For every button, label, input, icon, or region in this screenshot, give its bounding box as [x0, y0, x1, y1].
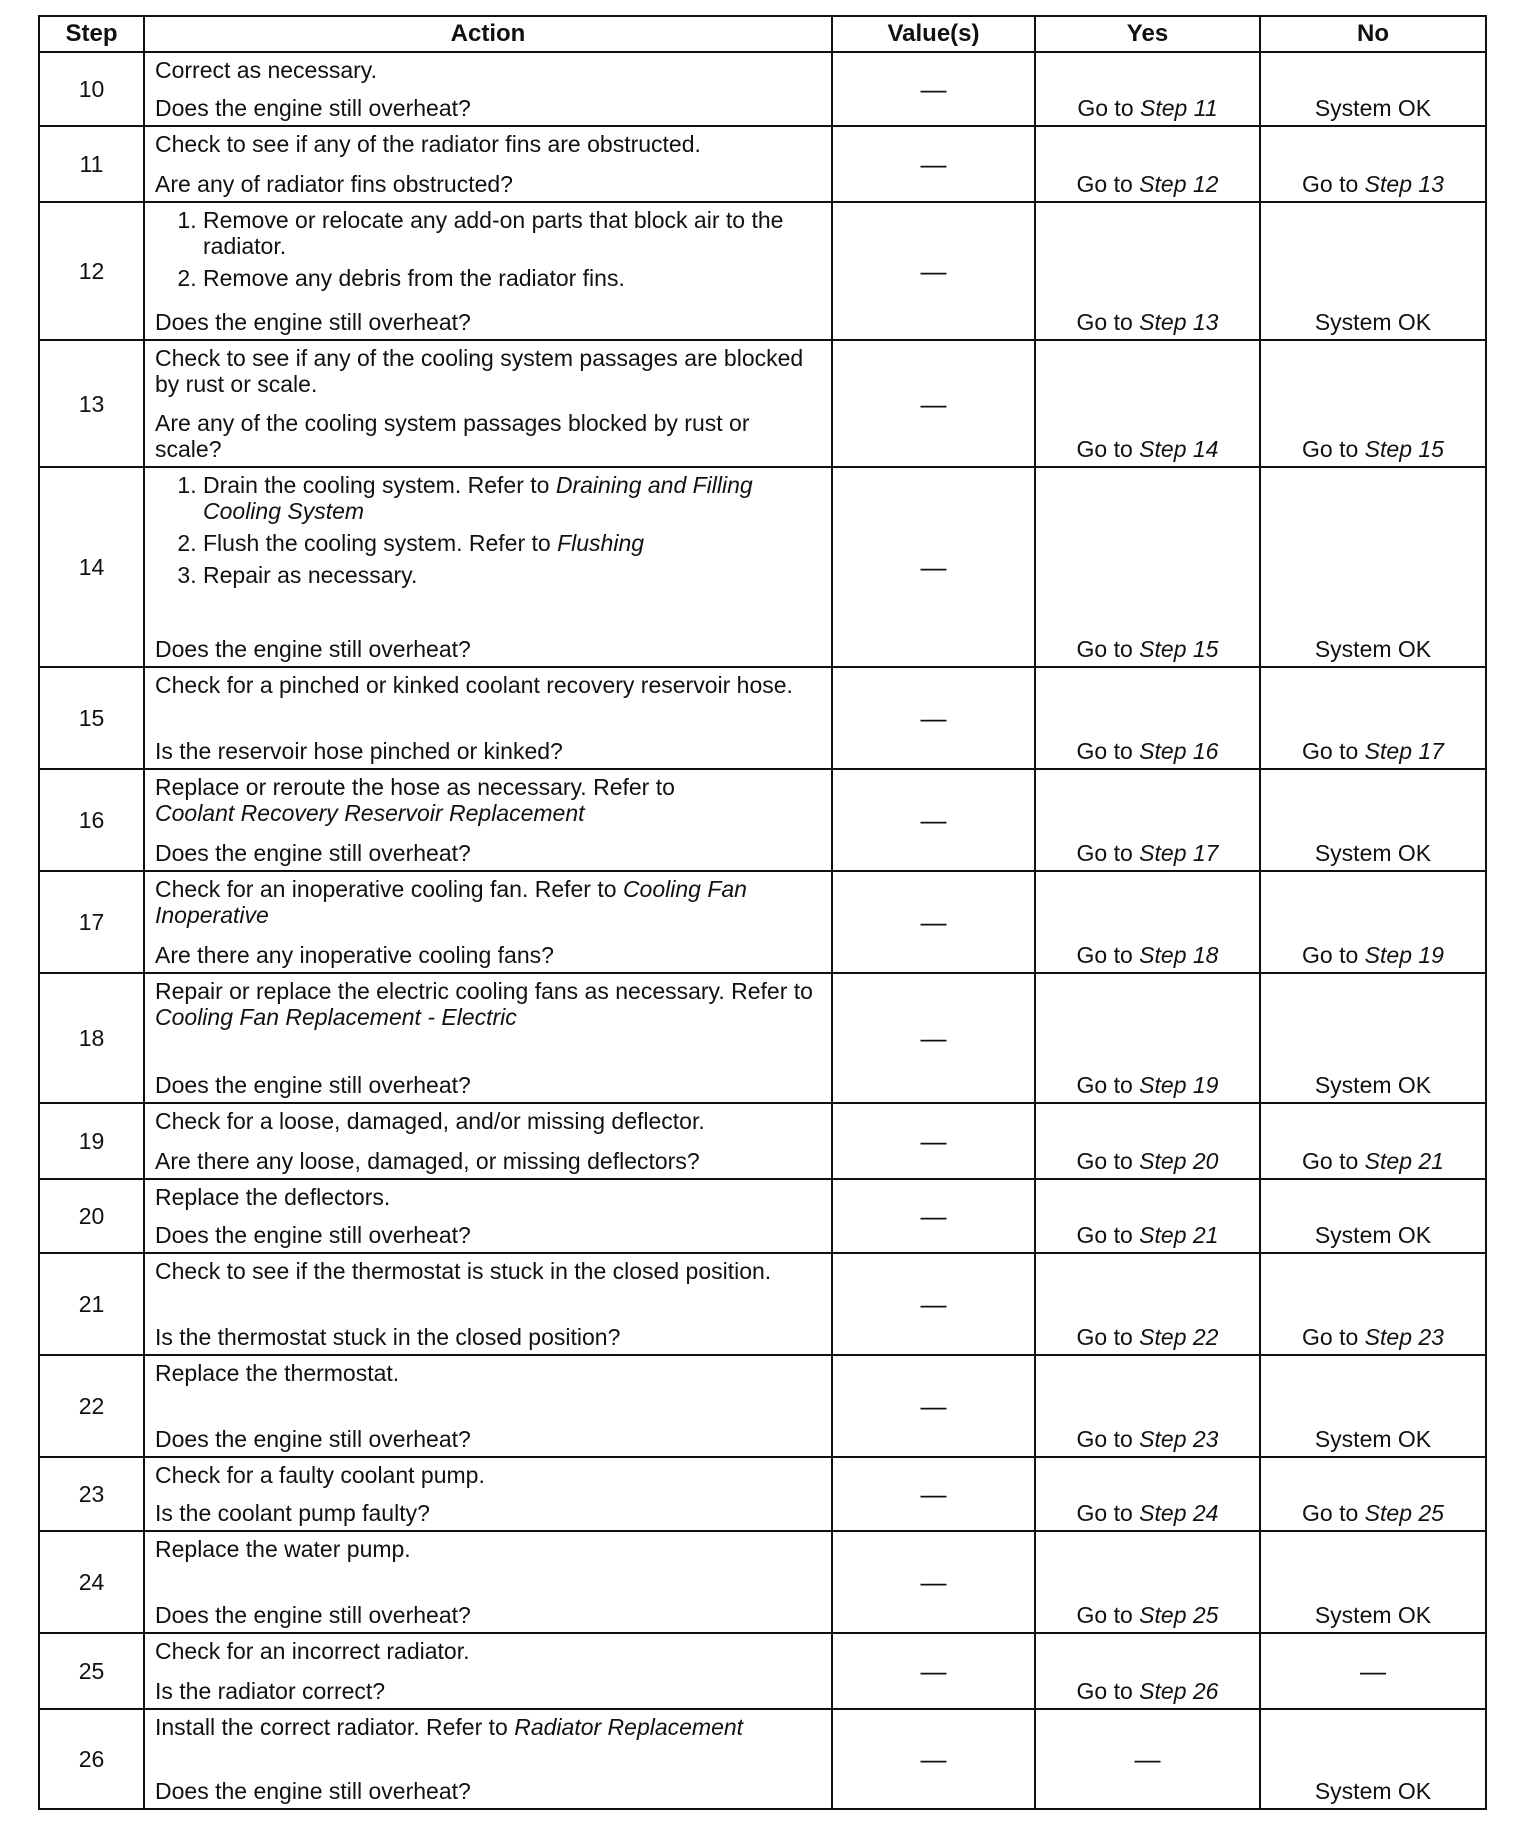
value-cell: —	[832, 871, 1035, 973]
yes-cell	[1035, 1633, 1260, 1709]
no-cell: System OK	[1260, 1355, 1486, 1457]
no-cell	[1260, 126, 1486, 202]
action-question: Does the engine still overheat?	[155, 636, 471, 662]
step-number: 12	[39, 202, 144, 340]
yes-cell	[1035, 1103, 1260, 1179]
value-cell: —	[832, 1709, 1035, 1809]
action-cell	[144, 871, 832, 973]
yes-cell	[1035, 769, 1260, 871]
goto-label: Go to	[1302, 942, 1359, 968]
value-cell: —	[832, 126, 1035, 202]
action-question: Does the engine still overheat?	[155, 309, 471, 335]
yes-cell	[1035, 202, 1260, 340]
no-cell: —	[1260, 1633, 1486, 1709]
yes-cell	[1035, 1531, 1260, 1633]
goto-label: Go to	[1076, 436, 1133, 462]
action-text-pre: Repair or replace the electric cooling fans as necessary. Refer to	[155, 978, 813, 1004]
table-row	[39, 769, 1486, 871]
action-cell	[144, 202, 832, 340]
list-item	[203, 530, 821, 556]
no-cell: System OK	[1260, 1179, 1486, 1253]
yes-cell	[1035, 1179, 1260, 1253]
step-number: 22	[39, 1355, 144, 1457]
yes-target: 18	[1192, 942, 1219, 968]
action-cell	[144, 1457, 832, 1531]
goto-label: Go to	[1302, 1500, 1359, 1526]
step-number: 19	[39, 1103, 144, 1179]
table-row	[39, 1457, 1486, 1531]
step-number: 13	[39, 340, 144, 467]
action-text: Check to see if any of the cooling system passages are blocked by rust or scale.	[155, 345, 804, 397]
no-cell: System OK	[1260, 1531, 1486, 1633]
action-cell	[144, 1103, 832, 1179]
table-row	[39, 1103, 1486, 1179]
no-cell: System OK	[1260, 202, 1486, 340]
step-word: Step	[1139, 1324, 1187, 1350]
value-cell: —	[832, 1633, 1035, 1709]
no-cell	[1260, 871, 1486, 973]
value-cell: —	[832, 467, 1035, 667]
action-cell	[144, 1253, 832, 1355]
goto-label: Go to	[1076, 309, 1133, 335]
table-row	[39, 52, 1486, 126]
step-word: Step	[1139, 1222, 1187, 1248]
header-row	[39, 16, 1486, 52]
step-word: Step	[1139, 1500, 1187, 1526]
yes-cell	[1035, 1355, 1260, 1457]
value-cell: —	[832, 52, 1035, 126]
step-word: Step	[1139, 942, 1187, 968]
yes-target: 15	[1192, 636, 1219, 662]
value-cell: —	[832, 1531, 1035, 1633]
no-cell: System OK	[1260, 52, 1486, 126]
action-text: Check for a loose, damaged, and/or missing deflector.	[155, 1108, 705, 1134]
no-cell	[1260, 1253, 1486, 1355]
goto-label: Go to	[1302, 171, 1359, 197]
yes-cell: —	[1035, 1709, 1260, 1809]
goto-label: Go to	[1302, 1148, 1359, 1174]
action-cell	[144, 340, 832, 467]
action-text-pre: Check for an inoperative cooling fan. Refer to	[155, 876, 617, 902]
action-question: Are there any inoperative cooling fans?	[155, 942, 554, 968]
list-item-text: Repair as necessary.	[203, 562, 418, 588]
step-word: Step	[1364, 436, 1412, 462]
step-word: Step	[1139, 1072, 1187, 1098]
goto-label: Go to	[1302, 1324, 1359, 1350]
no-cell	[1260, 667, 1486, 769]
action-question: Does the engine still overheat?	[155, 1426, 471, 1452]
yes-target: 17	[1192, 840, 1219, 866]
diagnostic-table	[38, 15, 1487, 1810]
action-text	[155, 774, 821, 826]
value-cell: —	[832, 1355, 1035, 1457]
action-list	[155, 472, 821, 594]
table-row	[39, 667, 1486, 769]
no-target: 25	[1418, 1500, 1444, 1526]
action-text	[155, 1714, 821, 1740]
table-row	[39, 467, 1486, 667]
step-word: Step	[1140, 95, 1188, 121]
action-cell	[144, 1709, 832, 1809]
col-header-step: Step	[39, 16, 144, 52]
reference-link[interactable]: Radiator Replacement	[514, 1714, 744, 1740]
action-text: Correct as necessary.	[155, 57, 377, 83]
action-list	[155, 207, 821, 297]
step-number: 25	[39, 1633, 144, 1709]
goto-label: Go to	[1076, 636, 1133, 662]
step-word: Step	[1364, 1324, 1412, 1350]
value-cell: —	[832, 973, 1035, 1103]
table-row	[39, 1355, 1486, 1457]
action-cell	[144, 52, 832, 126]
value-cell: —	[832, 1457, 1035, 1531]
table-row	[39, 202, 1486, 340]
no-target: 23	[1418, 1324, 1444, 1350]
action-text: Check to see if any of the radiator fins are obstructed.	[155, 131, 701, 157]
table-row	[39, 1253, 1486, 1355]
step-word: Step	[1364, 171, 1412, 197]
yes-target: 26	[1192, 1678, 1219, 1704]
action-text: Replace the thermostat.	[155, 1360, 400, 1386]
step-word: Step	[1364, 738, 1412, 764]
action-text: Check for a pinched or kinked coolant recovery reservoir hose.	[155, 672, 793, 698]
list-item-text: Drain the cooling system. Refer to	[203, 472, 556, 498]
yes-target: 19	[1192, 1072, 1219, 1098]
goto-label: Go to	[1302, 738, 1359, 764]
table-row	[39, 973, 1486, 1103]
reference-link[interactable]: Cooling Fan Inoperative	[155, 876, 747, 928]
action-question: Does the engine still overheat?	[155, 840, 471, 866]
yes-cell	[1035, 667, 1260, 769]
col-header-no: No	[1260, 16, 1486, 52]
step-word: Step	[1139, 1678, 1187, 1704]
step-word: Step	[1139, 1148, 1187, 1174]
yes-target: 22	[1192, 1324, 1219, 1350]
goto-label: Go to	[1076, 1426, 1133, 1452]
action-question: Are any of radiator fins obstructed?	[155, 171, 513, 197]
action-cell	[144, 667, 832, 769]
reference-link[interactable]: Draining and Filling Cooling System	[203, 472, 753, 524]
action-cell	[144, 769, 832, 871]
action-cell	[144, 126, 832, 202]
yes-cell	[1035, 1457, 1260, 1531]
yes-cell	[1035, 126, 1260, 202]
action-question: Is the coolant pump faulty?	[155, 1500, 430, 1526]
reference-link[interactable]: Flushing	[557, 530, 645, 556]
value-cell: —	[832, 1253, 1035, 1355]
step-number: 26	[39, 1709, 144, 1809]
yes-target: 20	[1192, 1148, 1219, 1174]
step-number: 11	[39, 126, 144, 202]
action-text-pre: Install the correct radiator. Refer to	[155, 1714, 508, 1740]
step-word: Step	[1139, 1426, 1187, 1452]
reference-link[interactable]: Cooling Fan Replacement - Electric	[155, 1004, 517, 1030]
step-number: 15	[39, 667, 144, 769]
no-target: 19	[1418, 942, 1444, 968]
no-cell: System OK	[1260, 467, 1486, 667]
yes-target: 24	[1192, 1500, 1219, 1526]
step-word: Step	[1139, 436, 1187, 462]
list-item: 2. Remove any debris from the radiator fins.	[203, 265, 821, 291]
table-row	[39, 340, 1486, 467]
action-question: Does the engine still overheat?	[155, 95, 471, 121]
goto-label: Go to	[1076, 1678, 1133, 1704]
step-word: Step	[1364, 1500, 1412, 1526]
yes-target: 23	[1192, 1426, 1219, 1452]
goto-label: Go to	[1076, 840, 1133, 866]
action-text	[155, 978, 821, 1030]
action-text: Check for a faulty coolant pump.	[155, 1462, 485, 1488]
goto-label: Go to	[1076, 1602, 1133, 1628]
yes-target: 13	[1192, 309, 1219, 335]
step-number: 10	[39, 52, 144, 126]
value-cell: —	[832, 769, 1035, 871]
value-cell: —	[832, 202, 1035, 340]
step-word: Step	[1139, 1602, 1187, 1628]
goto-label: Go to	[1076, 1500, 1133, 1526]
step-number: 24	[39, 1531, 144, 1633]
yes-cell	[1035, 871, 1260, 973]
list-item	[203, 472, 821, 524]
yes-target: 14	[1192, 436, 1219, 462]
step-number: 16	[39, 769, 144, 871]
value-cell: —	[832, 1179, 1035, 1253]
list-item	[203, 562, 821, 588]
action-cell	[144, 1633, 832, 1709]
value-cell: —	[832, 1103, 1035, 1179]
value-cell: —	[832, 667, 1035, 769]
col-header-yes: Yes	[1035, 16, 1260, 52]
table-row	[39, 1633, 1486, 1709]
action-question: Is the thermostat stuck in the closed position?	[155, 1324, 621, 1350]
action-cell	[144, 973, 832, 1103]
goto-label: Go to	[1076, 738, 1133, 764]
list-item-text: Flush the cooling system. Refer to	[203, 530, 558, 556]
action-question: Are any of the cooling system passages blocked by rust or scale?	[155, 410, 750, 462]
step-number: 20	[39, 1179, 144, 1253]
col-header-action: Action	[144, 16, 832, 52]
yes-target: 16	[1192, 738, 1219, 764]
table-row	[39, 1709, 1486, 1809]
no-cell: System OK	[1260, 1709, 1486, 1809]
action-text: Replace the water pump.	[155, 1536, 411, 1562]
action-text: Replace the deflectors.	[155, 1184, 391, 1210]
no-target: 17	[1418, 738, 1444, 764]
col-header-values: Value(s)	[832, 16, 1035, 52]
goto-label: Go to	[1076, 171, 1133, 197]
yes-target: 11	[1193, 95, 1218, 121]
action-question: Is the reservoir hose pinched or kinked?	[155, 738, 563, 764]
no-cell	[1260, 1457, 1486, 1531]
goto-label: Go to	[1076, 1148, 1133, 1174]
goto-label: Go to	[1077, 95, 1134, 121]
goto-label: Go to	[1076, 942, 1133, 968]
action-question: Does the engine still overheat?	[155, 1072, 471, 1098]
no-target: 15	[1418, 436, 1444, 462]
yes-cell	[1035, 340, 1260, 467]
step-number: 21	[39, 1253, 144, 1355]
table-row	[39, 1531, 1486, 1633]
yes-cell	[1035, 973, 1260, 1103]
reference-link[interactable]: Coolant Recovery Reservoir Replacement	[155, 800, 585, 826]
yes-cell	[1035, 52, 1260, 126]
table-row	[39, 871, 1486, 973]
no-cell: System OK	[1260, 973, 1486, 1103]
goto-label: Go to	[1302, 436, 1359, 462]
step-word: Step	[1364, 942, 1412, 968]
yes-target: 25	[1192, 1602, 1219, 1628]
step-word: Step	[1139, 840, 1187, 866]
action-question: Is the radiator correct?	[155, 1678, 386, 1704]
action-text: Check for an incorrect radiator.	[155, 1638, 470, 1664]
action-text-pre: Replace or reroute the hose as necessary. Refer to	[155, 774, 675, 800]
yes-cell	[1035, 467, 1260, 667]
no-cell	[1260, 340, 1486, 467]
step-number: 23	[39, 1457, 144, 1531]
value-cell: —	[832, 340, 1035, 467]
action-cell	[144, 1355, 832, 1457]
action-question: Does the engine still overheat?	[155, 1778, 471, 1804]
step-word: Step	[1139, 309, 1187, 335]
step-word: Step	[1139, 171, 1187, 197]
no-target: 21	[1418, 1148, 1444, 1174]
goto-label: Go to	[1076, 1222, 1133, 1248]
no-cell	[1260, 1103, 1486, 1179]
action-cell	[144, 467, 832, 667]
step-number: 14	[39, 467, 144, 667]
goto-label: Go to	[1076, 1324, 1133, 1350]
no-cell: System OK	[1260, 769, 1486, 871]
no-target: 13	[1418, 171, 1444, 197]
action-cell	[144, 1179, 832, 1253]
goto-label: Go to	[1076, 1072, 1133, 1098]
step-word: Step	[1139, 636, 1187, 662]
list-item: 1. Remove or relocate any add-on parts that block air to the radiator.	[203, 207, 821, 259]
step-word: Step	[1139, 738, 1187, 764]
action-text	[155, 876, 821, 928]
step-word: Step	[1364, 1148, 1412, 1174]
action-question: Does the engine still overheat?	[155, 1222, 471, 1248]
yes-target: 12	[1192, 171, 1219, 197]
table-row	[39, 1179, 1486, 1253]
action-question: Does the engine still overheat?	[155, 1602, 471, 1628]
yes-target: 21	[1192, 1222, 1219, 1248]
step-number: 18	[39, 973, 144, 1103]
action-question: Are there any loose, damaged, or missing deflectors?	[155, 1148, 700, 1174]
step-number: 17	[39, 871, 144, 973]
action-cell	[144, 1531, 832, 1633]
action-text: Check to see if the thermostat is stuck in the closed position.	[155, 1258, 772, 1284]
yes-cell	[1035, 1253, 1260, 1355]
table-row	[39, 126, 1486, 202]
